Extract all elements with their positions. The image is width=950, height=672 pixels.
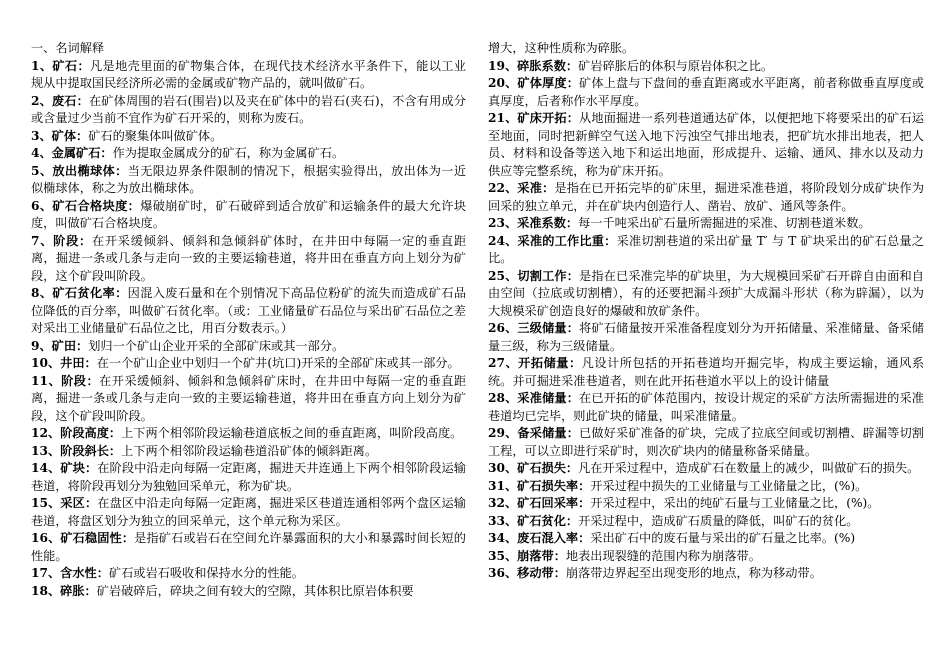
definition-text: 每一千吨采出矿石量所需掘进的采准、切割巷道米数。 [578,216,871,230]
definition-entry [31,460,466,495]
definition-text: 因混入废石量和在个别情况下高品位粉矿的流失而造成矿石品位降低的百分率，叫做矿石贫化率。（或：工业储量矿石品位与采出矿石品位之差对采出工业储量矿石品位之比，用百分数表示。） [31,286,467,335]
definition-term: 13、阶段斜长： [31,443,122,458]
definition-entry [31,198,466,233]
definition-term: 33、矿石贫化： [488,513,579,528]
definition-entry [488,75,924,110]
definition-term: 20、矿体厚度： [488,76,580,90]
definition-entry [488,110,924,180]
definition-entry [488,478,924,496]
definition-text: 凡在开采过程中，造成矿石在数量上的减少，叫做矿石的损失。 [578,461,920,475]
definition-text: 将矿石储量按开采准备程度划分为开拓储量、采准储量、备采储量三级，称为三级储量。 [488,321,924,353]
definition-text: 开采过程中损失的工业储量与工业储量之比，(%)。 [590,478,868,493]
definition-entry [488,548,924,566]
right-column [488,40,924,583]
definition-text: 开采过程中，造成矿石质量的降低，叫矿石的贫化。 [578,513,859,528]
definition-entry [488,425,924,460]
definition-entry [488,268,924,321]
definition-text: 是指在已开拓完毕的矿床里，掘进采准巷道，将阶段划分成矿块作为回采的独立单元，并在矿块内创造行人、凿岩、放矿、通风等条件。 [488,181,925,213]
definition-text: 从地面掘进一系列巷道通达矿体，以便把地下将要采出的矿石运至地面，同时把新鲜空气送入地下污浊空气排出地表，把矿坑水排出地表，把人员、材料和设备等送入地下和运出地面，形成提升、运输、通风、排水以及动力供应等完整系统，称为矿床开拓。 [488,111,924,178]
definition-entry [31,355,466,373]
right-entry-list [488,58,924,583]
definition-text: 在矿体周围的岩石(围岩)以及夹在矿体中的岩石(夹石)，不含有用成分或含量过少当前不宜作为矿石开采的，则称为废石。 [31,93,466,125]
definition-term: 17、含水性： [31,566,109,580]
definition-term: 25、切割工作： [488,268,580,283]
definition-entry [31,495,466,530]
definition-term: 1、矿石： [31,58,91,73]
definition-text: 矿岩碎胀后的体积与原岩体积之比。 [578,58,774,73]
definition-term: 3、矿体： [31,128,89,143]
definition-entry [31,373,466,426]
definition-term: 26、三级储量： [488,321,580,335]
definition-entry [31,338,466,356]
definition-text: 在阶段中沿走向每隔一定距离，掘进天井连通上下两个相邻阶段运输巷道，将阶段再划分为独勉回采单元，称为矿块。 [31,461,466,493]
definition-term: 10、井田： [31,356,97,370]
definition-entry [488,530,924,548]
definition-text: 划归一个矿山企业开采的全部矿床或其一部分。 [88,338,345,353]
definition-entry [488,390,924,425]
definition-entry [488,565,924,583]
continuation-text: 增大，这种性质称为碎胀。 [488,41,635,55]
definition-text: 在盘区中沿走向每隔一定距离，掘进采区巷道连通相邻两个盘区运输巷道，将盘区划分为独立的回采单元，这个单元称为采区。 [31,496,466,528]
definition-entry [31,530,466,565]
definition-entry [488,355,924,390]
definition-term: 16、矿石稳固性： [31,531,135,545]
definition-term: 12、阶段高度： [31,426,122,440]
definition-term: 36、移动带： [488,566,566,580]
definition-text: 作为提取金属成分的矿石，称为金属矿石。 [112,146,345,160]
definition-term: 31、矿石损失率： [488,478,591,493]
definition-text: 爆破崩矿时，矿石破碎到适合放矿和运输条件的最大允许块度，叫做矿石合格块度。 [31,198,467,230]
definition-text: 崩落带边界起至出现变形的地点，称为移动带。 [565,566,822,580]
definition-term: 7、阶段： [31,233,92,248]
definition-entry [488,180,924,215]
definition-text: 矿岩破碎后，碎块之间有较大的空隙，其体积比原岩体积要 [96,583,414,598]
definition-text: 矿石的聚集体叫做矿体。 [88,128,223,143]
definition-term: 30、矿石损失： [488,461,579,475]
definition-text: 在已开拓的矿体范围内，按设计规定的采矿方法所需掘进的采准巷道均已完毕，则此矿块的储量，叫采准储量。 [488,391,924,423]
definition-term: 21、矿床开拓： [488,111,580,125]
definition-text: 已做好采矿准备的矿块，完成了拉底空间或切割槽、辟漏等切割工程，可以立即进行采矿时，则次矿块内的储量称备采储量。 [488,426,924,458]
definition-term: 19、碎胀系数： [488,58,579,73]
definition-term: 24、采准的工作比重： [488,233,617,248]
definition-text: 上下两个相邻阶段运输巷道沿矿体的倾斜距离。 [121,443,378,458]
definition-term: 8、矿石贫化率： [31,286,128,300]
definition-entry [488,495,924,513]
definition-term: 9、矿田： [31,338,89,353]
definition-text: 在开采缓倾斜、倾斜和急倾斜矿床时，在井田中每隔一定的垂直距离，掘进一条或几条与走向一致的主要运输巷道，将井田在垂直方向上划分为矿段，这个矿段叫阶段。 [31,373,467,423]
definition-text: 是指矿石或岩石在空间允许暴露面积的大小和暴露时间长短的性能。 [31,531,466,563]
definition-entry [31,93,466,128]
definition-term: 22、采准： [488,181,555,195]
definition-entry [488,513,924,531]
definition-entry [31,583,466,601]
definition-entry [488,58,924,76]
definition-term: 15、采区： [31,496,98,510]
definition-term: 5、放出椭球体： [31,163,128,178]
left-entry-list [31,58,466,601]
definition-text: 凡是地壳里面的矿物集合体，在现代技术经济水平条件下，能以工业规从中提取国民经济所必需的金属或矿物产品的，就叫做矿石。 [31,58,466,90]
definition-entry [31,128,466,146]
definition-entry [488,320,924,355]
definition-term: 14、矿块： [31,461,98,475]
definition-term: 27、开拓储量： [488,356,582,370]
definition-term: 23、采准系数： [488,216,579,230]
left-column [31,40,466,600]
definition-text: 在一个矿山企业中划归一个矿井(坑口)开采的全部矿床或其一部分。 [96,356,460,370]
definition-text: 矿石或岩石吸收和保持水分的性能。 [108,566,304,580]
definition-text: 是指在已采准完毕的矿块里，为大规模回采矿石开辟自由面和自由空间（拉底或切割槽），有的还要把漏斗颈扩大成漏斗形状（称为辟漏），以为大规模采矿创造良好的爆破和放矿条件。 [488,268,924,318]
definition-text: 上下两个相邻阶段运输巷道底板之间的垂直距离，叫阶段高度。 [121,426,463,440]
definition-term: 6、矿石合格块度： [31,198,141,213]
definition-term: 28、采准储量： [488,391,580,405]
definition-entry [31,443,466,461]
definition-text: 当无限边界条件限制的情况下，根据实验得出，放出体为一近似椭球体，称之为放出椭球体。 [31,163,467,195]
definition-text: 开采过程中，采出的纯矿石量与工业储量之比，(%)。 [590,496,880,510]
definition-text: 地表出现裂缝的范围内称为崩落带。 [565,548,761,563]
definition-entry [31,565,466,583]
definition-text: 采出矿石中的废石量与采出的矿石量之比率。(%) [590,531,856,545]
definition-text: 矿体上盘与下盘间的垂直距离或水平距离，前者称做垂直厚度或真厚度，后者称作水平厚度。 [488,76,924,108]
definition-entry [488,460,924,478]
definition-term: 32、矿石回采率： [488,496,591,510]
definition-entry [31,58,466,93]
definition-term: 34、废石混入率： [488,531,591,545]
definition-text: 在开采缓倾斜、倾斜和急倾斜矿体时，在井田中每隔一定的垂直距离，掘进一条或几条与走向一致的主要运输巷道，将井田在垂直方向上划分为矿段，这个矿段叫阶段。 [31,233,467,283]
definition-text: 凡设计所包括的开拓巷道均开掘完毕，构成主要运输，通风系统。并可掘进采准巷道者，则在此开拓巷道水平以上的设计储量 [488,356,925,388]
definition-entry [31,145,466,163]
definition-entry [31,425,466,443]
definition-term: 29、备采储量： [488,426,580,440]
definition-term: 4、金属矿石： [31,146,113,160]
definition-entry [31,285,466,338]
definition-term: 35、崩落带： [488,548,566,563]
definition-text: 采准切割巷道的采出矿量 T′ 与 T 矿块采出的矿石总量之比。 [488,233,924,265]
definition-entry [488,233,924,268]
definition-entry [488,215,924,233]
section-heading: 一、名词解释 [31,41,105,55]
definition-entry [31,233,466,286]
definition-term: 2、废石： [31,93,89,108]
definition-term: 11、阶段： [31,373,100,388]
definition-entry [31,163,466,198]
definition-term: 18、碎胀： [31,583,97,598]
